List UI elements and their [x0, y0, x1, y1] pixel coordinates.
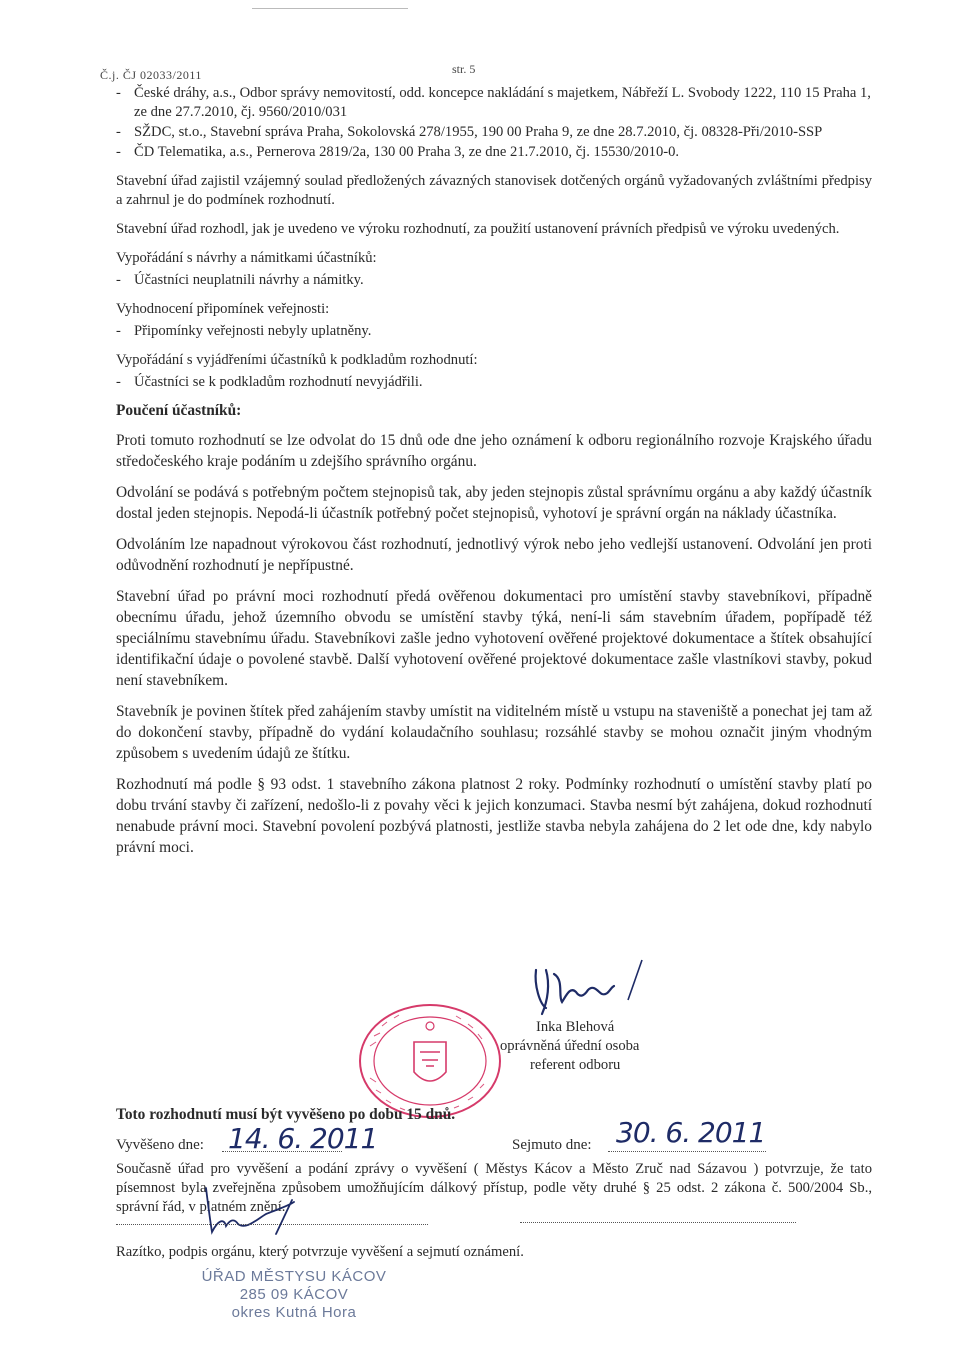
- office-stamp: [184, 1268, 404, 1322]
- list-item-text: Účastníci se k podkladům rozhodnutí nevyjádřili.: [134, 374, 423, 390]
- list-item: - Připomínky veřejnosti nebyly uplatněny.: [116, 322, 872, 341]
- section-heading-vyhodnoceni: Vyhodnocení připomínek veřejnosti:: [116, 301, 330, 317]
- pouceni-paragraph: Stavebník je povinen štítek před zahájením stavby umístit na viditelném místě u vstupu na staveniště a ponechat jej tam až do dokončení stavby, případně do vydání kolaudačního souhlasu; rozsáhlé stavby se mohou označit jiným vhodným způsobem s uvedením údajů ze štítku.: [116, 703, 872, 762]
- posted-date-label: Vyvěšeno dne:: [116, 1137, 204, 1153]
- removed-date-handwritten: 30. 6. 2011: [616, 1116, 766, 1149]
- section-heading-vyjadreni: Vypořádání s vyjádřeními účastníků k podkladům rozhodnutí:: [116, 352, 478, 368]
- list-item: - České dráhy, a.s., Odbor správy nemovitostí, odd. koncepce nakládání s majetkem, Nábřeží L. Svobody 1222, 110 15 Praha 1, ze dne 27.7.2010, čj. 9560/2010/031: [116, 85, 871, 120]
- document-reference: Č.j. ČJ 02033/2011: [100, 68, 202, 82]
- signatory-name: Inka Blehová: [536, 1019, 615, 1035]
- list-item: - ČD Telematika, a.s., Pernerova 2819/2a, 130 00 Praha 3, ze dne 21.7.2010, čj. 15530/2010-0.: [116, 143, 872, 162]
- confirmation-paragraph: Současně úřad pro vyvěšení a podání zprávy o vyvěšení ( Městys Kácov a Město Zruč nad Sázavou ) potvrzuje, že tato písemnost byla zveřejněna způsobem umožňujícím dálkový přístup, podle věty druhé § 25 odst. 2 zákona č. 500/2004 Sb., správní řád, v platném znění.: [116, 1161, 872, 1215]
- pouceni-heading: Poučení účastníků:: [116, 402, 242, 419]
- office-stamp-line: ÚŘAD MĚSTYSU KÁCOV: [201, 1268, 387, 1285]
- signatory-position: referent odboru: [530, 1057, 621, 1073]
- top-rule: [252, 8, 408, 9]
- section-heading-navrhy: Vypořádání s návrhy a námitkami účastníků:: [116, 250, 377, 266]
- document-body: [116, 84, 872, 858]
- list-item-text: Účastníci neuplatnili návrhy a námitky.: [134, 272, 364, 288]
- stamp-caption: Razítko, podpis orgánu, který potvrzuje vyvěšení a sejmutí oznámení.: [116, 1244, 524, 1260]
- pouceni-paragraph: Odvoláním lze napadnout výrokovou část rozhodnutí, jednotlivý výrok nebo jeho vedlejší ustanovení. Odvolání jen proti odůvodnění rozhodnutí je nepřípustné.: [116, 536, 872, 574]
- handwritten-signature: [524, 956, 664, 1026]
- pouceni-paragraph: Proti tomuto rozhodnutí se lze odvolat do 15 dnů ode dne jeho oznámení k odboru regionálního rozvoje Krajského úřadu středočeského kraje podáním u zdejšího správního orgánu.: [116, 432, 872, 470]
- posting-requirement: Toto rozhodnutí musí být vyvěšeno po dobu 15 dnů.: [116, 1106, 456, 1123]
- office-stamp-line: okres Kutná Hora: [231, 1304, 357, 1321]
- signature-line-left: [116, 1224, 428, 1225]
- signature-line-right: [520, 1222, 796, 1223]
- paragraph-soulad: Stavební úřad zajistil vzájemný soulad předložených závazných stanovisek dotčených orgánů vyžadovaných zvláštními předpisy a zahrnul je do podmínek rozhodnutí.: [116, 173, 872, 208]
- list-item: - Účastníci se k podkladům rozhodnutí nevyjádřili.: [116, 373, 872, 392]
- page-number: str. 5: [452, 62, 476, 76]
- list-item-text: ČD Telematika, a.s., Pernerova 2819/2a, 130 00 Praha 3, ze dne 21.7.2010, čj. 15530/2010-0.: [134, 144, 680, 160]
- list-item: - SŽDC, st.o., Stavební správa Praha, Sokolovská 278/1955, 190 00 Praha 9, ze dne 28.7.2010, čj. 08328-Při/2010-SSP: [116, 123, 872, 142]
- list-item-text: Připomínky veřejnosti nebyly uplatněny.: [134, 323, 372, 339]
- pouceni-paragraph: Odvolání se podává s potřebným počtem stejnopisů tak, aby jeden stejnopis zůstal správnímu orgánu a aby každý účastník dostal jeden stejnopis. Nepodá-li účastník potřebný počet stejnopisů, vyhotoví je správní orgán na náklady účastníka.: [116, 484, 872, 522]
- list-item-text: České dráhy, a.s., Odbor správy nemovitostí, odd. koncepce nakládání s majetkem, Nábřeží L. Svobody 1222, 110 15 Praha 1, ze dne 27.7.2010, čj. 9560/2010/031: [134, 85, 871, 120]
- paragraph-rozhodl: Stavební úřad rozhodl, jak je uvedeno ve výroku rozhodnutí, za použití ustanovení právních předpisů ve výroku uvedených.: [116, 221, 840, 237]
- pouceni-paragraph: Stavební úřad po právní moci rozhodnutí předá ověřenou dokumentaci pro umístění stavby stavebníkovi, případně obecnímu úřadu, jehož územního obvodu se umístění stavby týká, není-li sám stavebním úřadem, popřípadě též speciálnímu stavebnímu úřadu. Stavebníkovi zašle jedno vyhotovení ověřené projektové dokumentace a štítek obsahující identifikační údaje o povolené stavbě. Další vyhotovení ověřené projektové dokumentace zašle vlastníkovi stavby, pokud není stavebníkem.: [116, 588, 872, 689]
- signatory-role: oprávněná úřední osoba: [500, 1038, 640, 1054]
- removed-date-label: Sejmuto dne:: [512, 1137, 592, 1153]
- second-signature: [196, 1180, 306, 1240]
- list-item: - Účastníci neuplatnili návrhy a námitky.: [116, 271, 872, 290]
- official-round-stamp: [356, 1002, 504, 1120]
- posted-date-handwritten: 14. 6. 2011: [228, 1122, 378, 1155]
- pouceni-paragraph: Rozhodnutí má podle § 93 odst. 1 stavebního zákona platnost 2 roky. Podmínky rozhodnutí o umístění stavby platí po dobu trvání stavby či zařízení, nedošlo-li z povahy věci k jejich konzumaci. Stavba nesmí být zahájena, dokud rozhodnutí nenabude právní moci. Stavební povolení pozbývá platnosti, jestliže stavba nebyla zahájena do 2 let ode dne, kdy nabylo právní moci.: [116, 776, 872, 856]
- list-item-text: SŽDC, st.o., Stavební správa Praha, Sokolovská 278/1955, 190 00 Praha 9, ze dne 28.7.2010, čj. 08328-Při/2010-SSP: [134, 124, 823, 140]
- office-stamp-line: 285 09 KÁCOV: [239, 1286, 349, 1303]
- signatory-block: [500, 1018, 639, 1075]
